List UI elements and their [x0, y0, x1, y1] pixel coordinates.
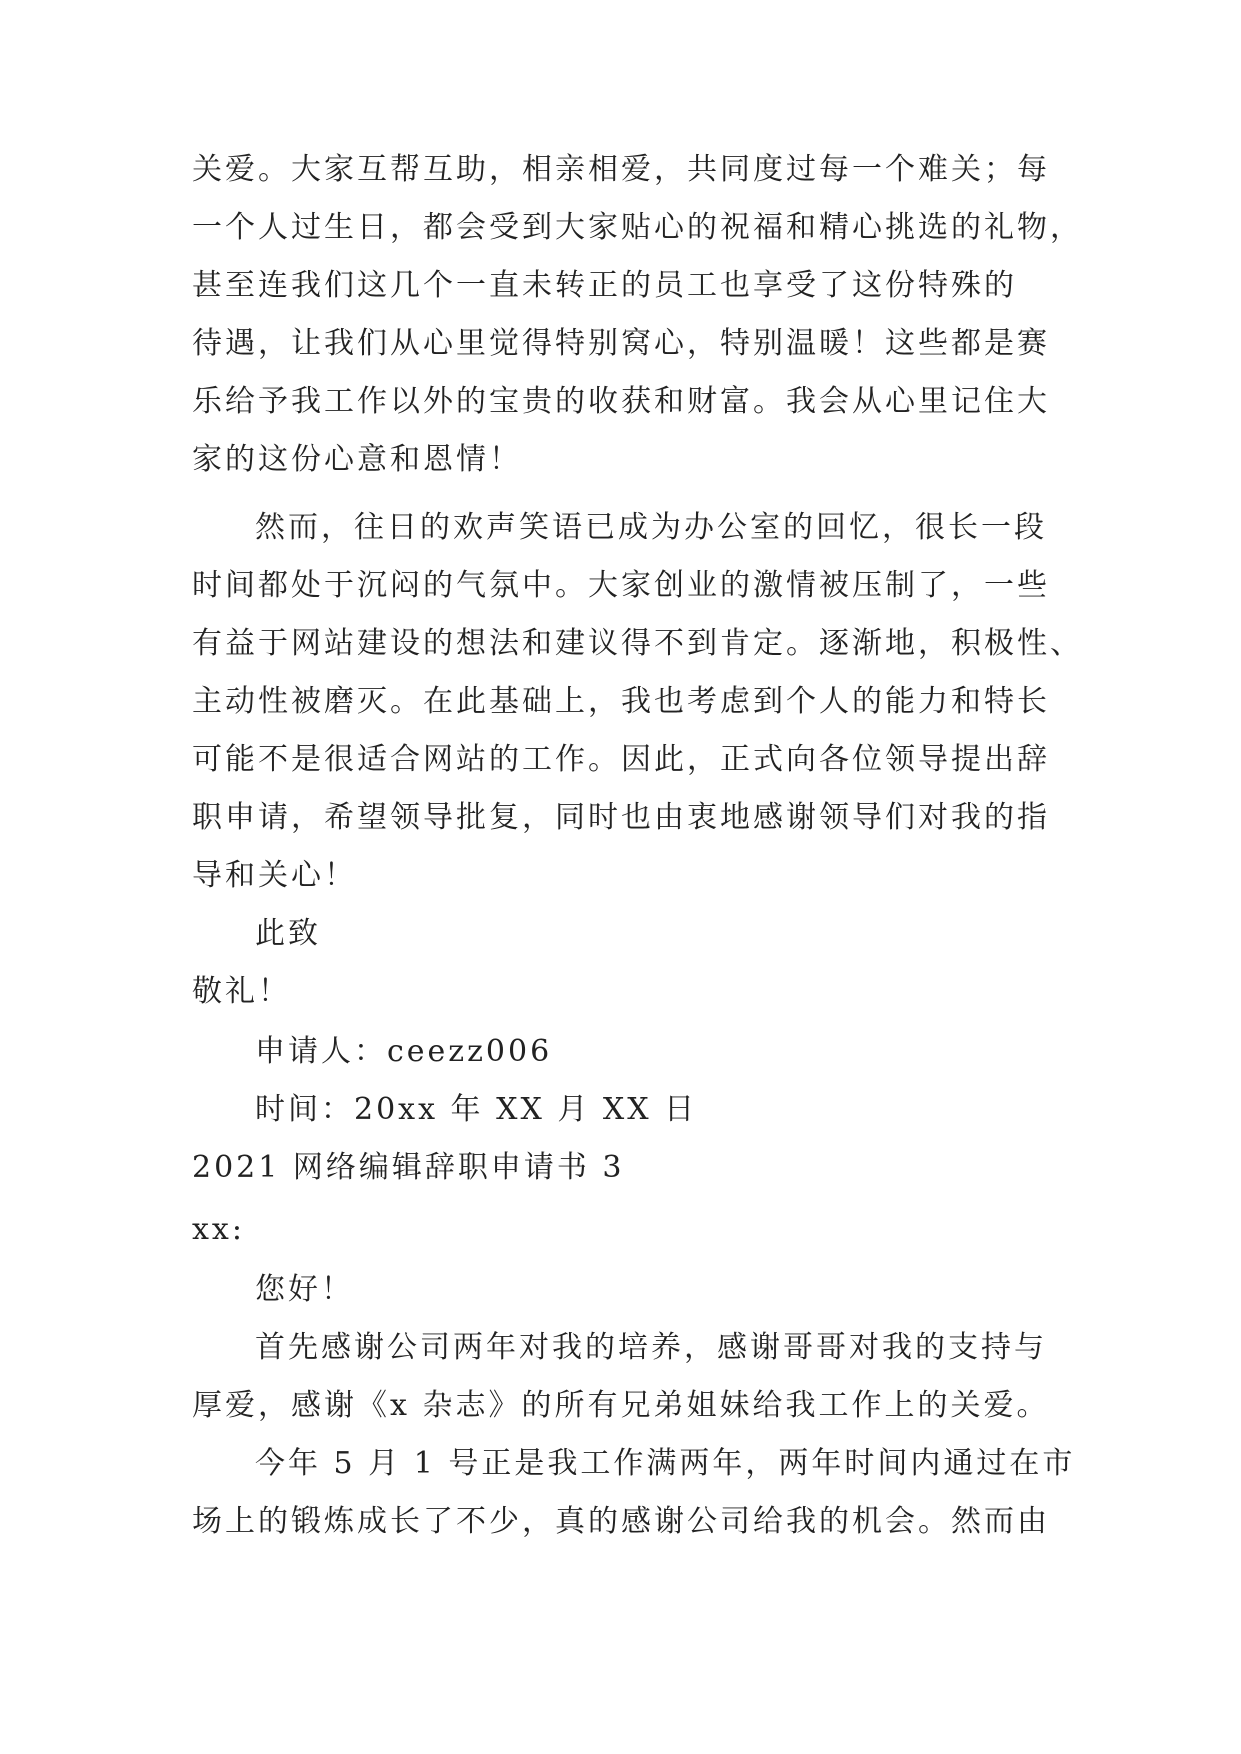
- paragraph-line: 有益于网站建设的想法和建议得不到肯定。逐渐地，积极性、: [192, 626, 1083, 661]
- paragraph-line: 乐给予我工作以外的宝贵的收获和财富。我会从心里记住大: [192, 384, 1050, 419]
- salutation-line: 敬礼！: [192, 974, 291, 1009]
- paragraph-line: 家的这份心意和恩情！: [192, 442, 522, 477]
- paragraph-line: 然而，往日的欢声笑语已成为办公室的回忆，很长一段: [255, 510, 1047, 545]
- paragraph-line: 待遇，让我们从心里觉得特别窝心，特别温暖！这些都是赛: [192, 326, 1050, 361]
- paragraph-line: 甚至连我们这几个一直未转正的员工也享受了这份特殊的: [192, 268, 1017, 303]
- paragraph-line: 一个人过生日，都会受到大家贴心的祝福和精心挑选的礼物，: [192, 210, 1083, 245]
- paragraph-line: 场上的锻炼成长了不少，真的感谢公司给我的机会。然而由: [192, 1504, 1050, 1539]
- paragraph-line: 关爱。大家互帮互助，相亲相爱，共同度过每一个难关；每: [192, 152, 1050, 187]
- paragraph-line: 时间都处于沉闷的气氛中。大家创业的激情被压制了，一些: [192, 568, 1050, 603]
- paragraph-line: 今年 5 月 1 号正是我工作满两年，两年时间内通过在市: [255, 1446, 1076, 1481]
- paragraph-line: 厚爱，感谢《x 杂志》的所有兄弟姐妹给我工作上的关爱。: [192, 1388, 1050, 1423]
- applicant-line: 申请人：ceezz006: [255, 1034, 553, 1069]
- section-title: 2021 网络编辑辞职申请书 3: [192, 1150, 625, 1185]
- paragraph-line: 首先感谢公司两年对我的培养，感谢哥哥对我的支持与: [255, 1330, 1047, 1365]
- paragraph-line: 职申请，希望领导批复，同时也由衷地感谢领导们对我的指: [192, 800, 1050, 835]
- closing-line: 此致: [255, 916, 321, 951]
- paragraph-line: 可能不是很适合网站的工作。因此，正式向各位领导提出辞: [192, 742, 1050, 777]
- paragraph-line: 主动性被磨灭。在此基础上，我也考虑到个人的能力和特长: [192, 684, 1050, 719]
- greeting-line: 您好！: [255, 1272, 354, 1307]
- recipient-line: xx:: [192, 1212, 245, 1247]
- date-line: 时间：20xx 年 XX 月 XX 日: [255, 1092, 698, 1127]
- paragraph-line: 导和关心！: [192, 858, 357, 893]
